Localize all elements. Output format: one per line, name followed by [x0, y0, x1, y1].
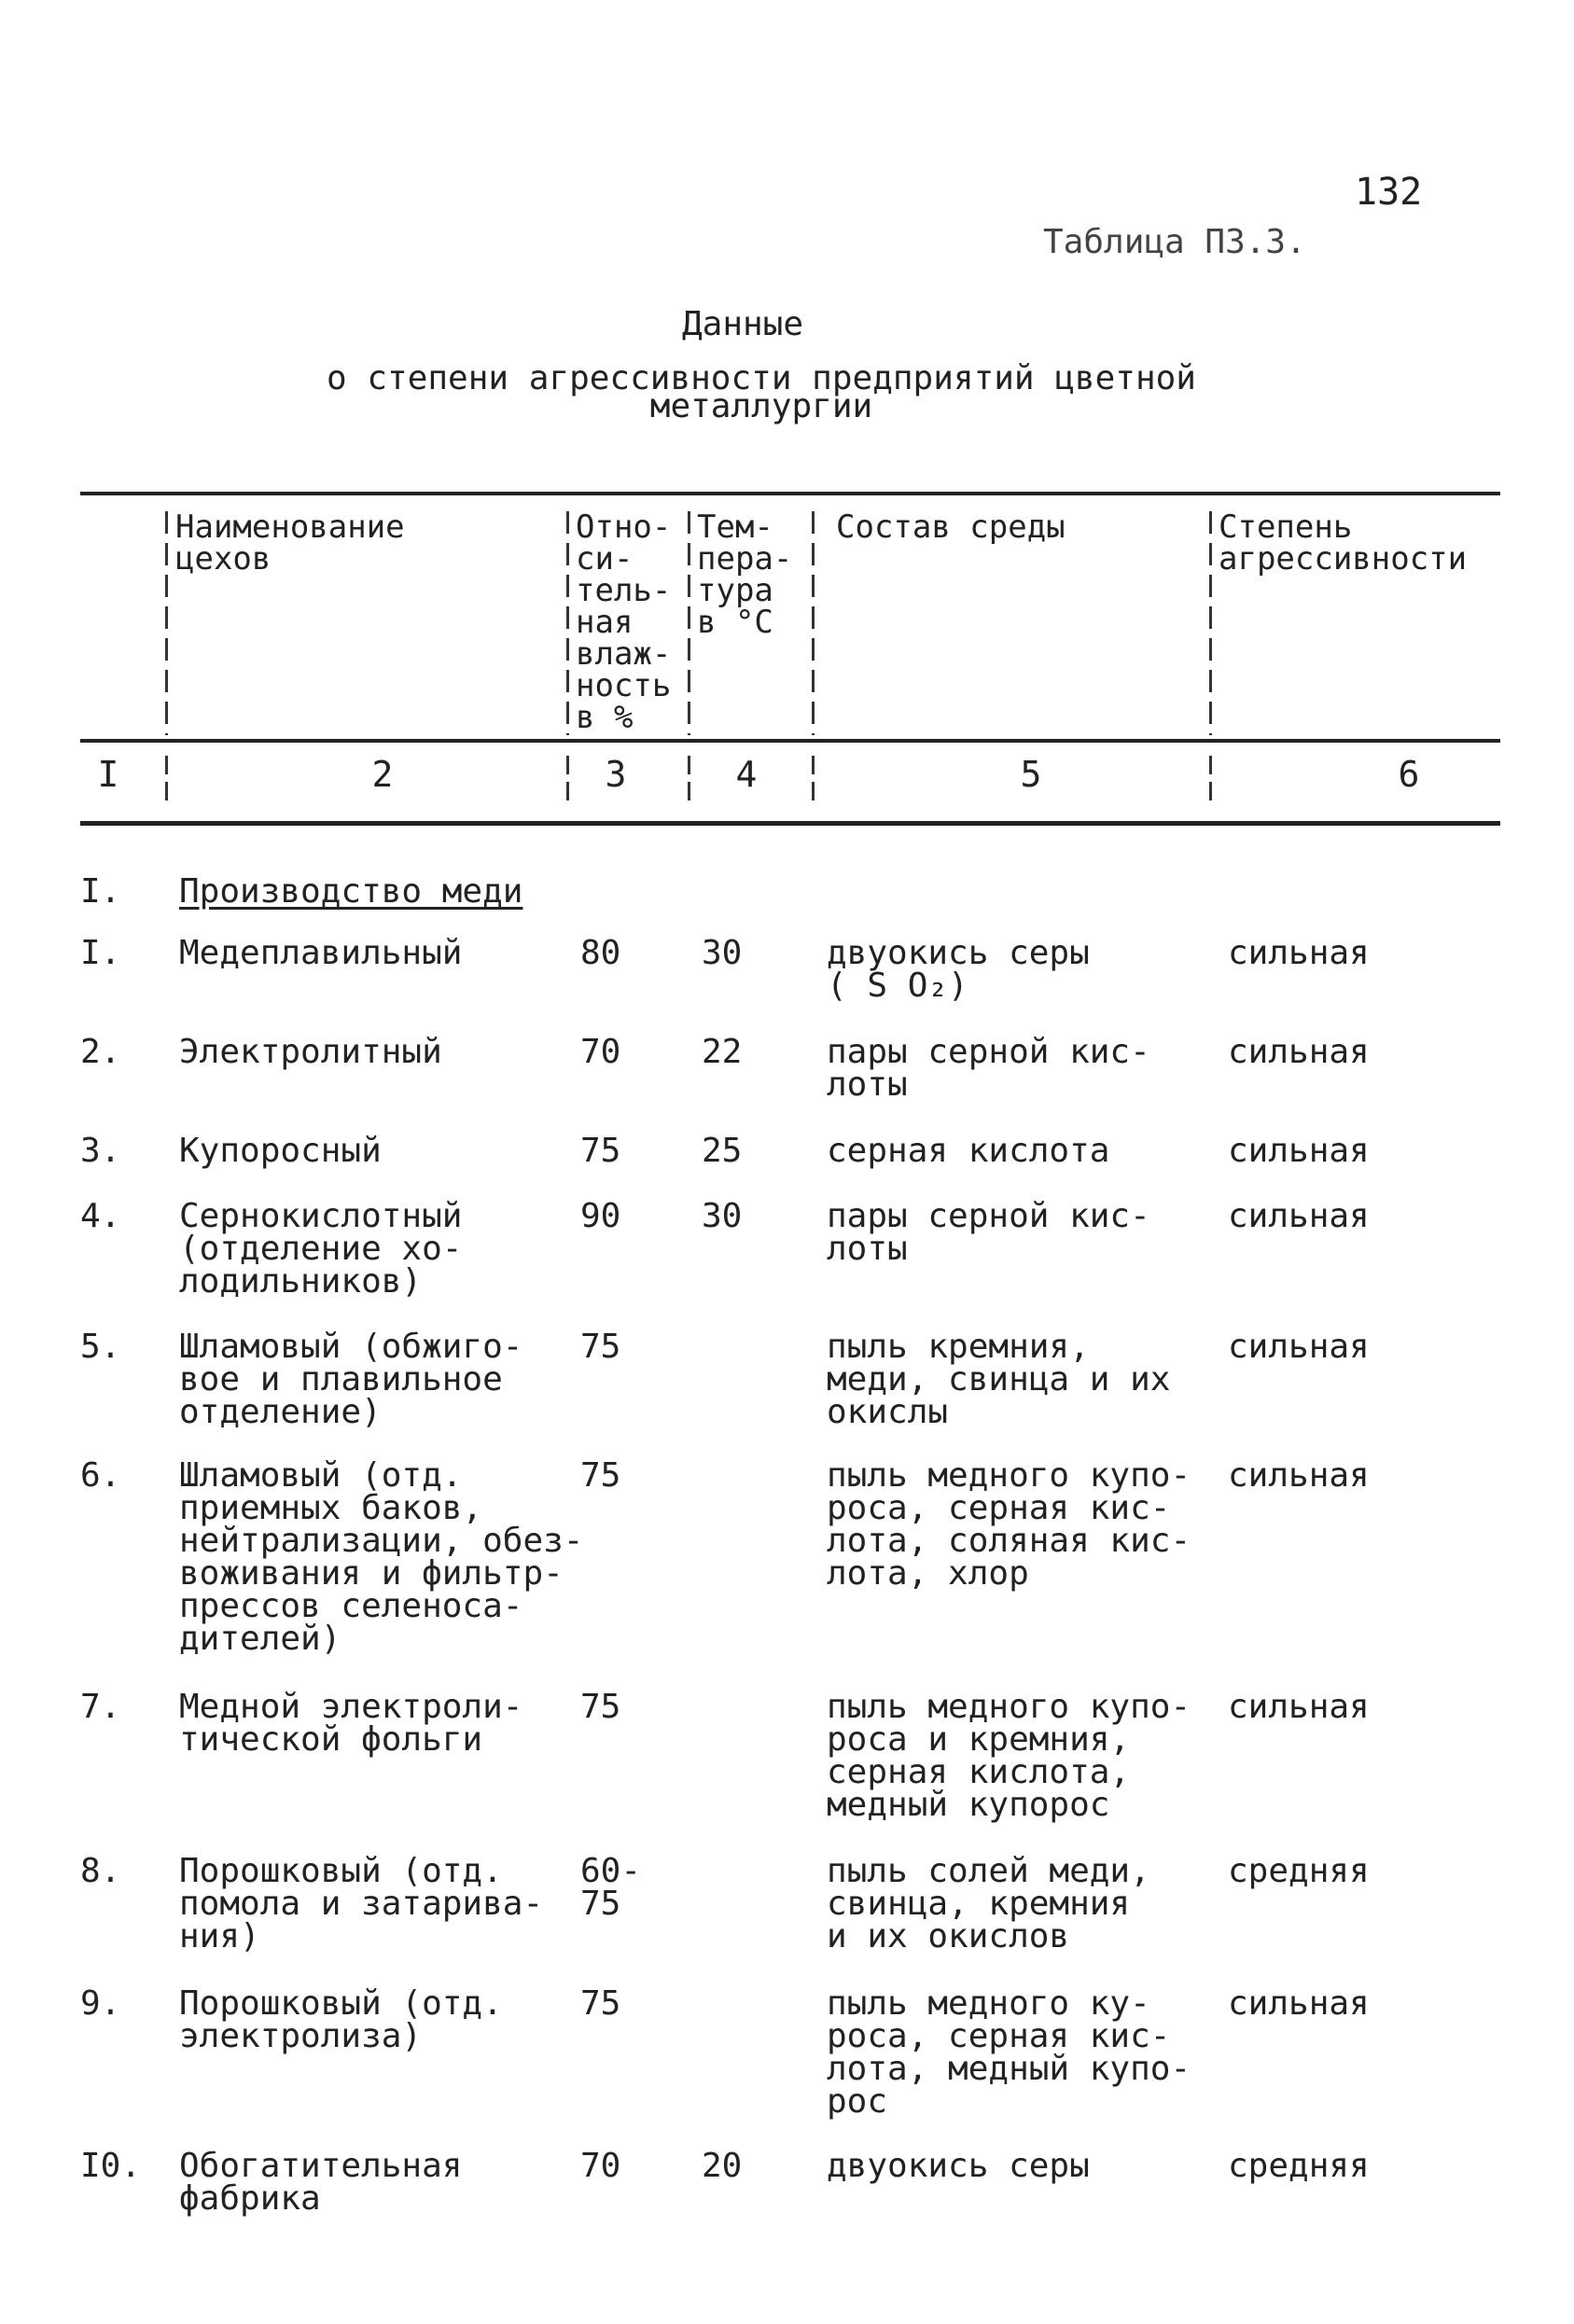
title-line-3: металлургии [649, 387, 873, 425]
row-number: 6. [80, 1456, 121, 1495]
header-name: Наименование цехов [175, 508, 405, 578]
row-humidity: 70 [580, 2147, 621, 2185]
row-name: Сернокислотный (отделение хо- лодильников) [179, 1197, 463, 1301]
row-degree: средняя [1228, 2147, 1370, 2185]
column-separator [1209, 756, 1212, 804]
row-name: Порошковый (отд. электролиза) [179, 1984, 503, 2055]
column-number: 5 [1020, 754, 1042, 795]
row-medium: пыль медного купо- роса, серная кис- лота, соляная кис- лота, хлор [827, 1456, 1191, 1593]
row-humidity: 75 [580, 1688, 621, 1726]
row-humidity: 75 [580, 1132, 621, 1170]
row-humidity: 75 [580, 1328, 621, 1366]
row-name: Медеплавильный [179, 934, 463, 972]
row-degree: сильная [1228, 1033, 1370, 1071]
column-separator [688, 511, 690, 735]
row-name: Обогатительная фабрика [179, 2147, 463, 2218]
row-temperature: 30 [702, 1197, 743, 1235]
header-medium: Состав среды [836, 508, 1066, 546]
row-degree: сильная [1228, 1688, 1370, 1726]
column-number: 6 [1398, 754, 1420, 795]
title-line-2: о степени агрессивности предприятий цветной [327, 359, 1196, 397]
column-separator [812, 756, 815, 804]
row-name: Порошковый (отд. помола и затарива- ния) [179, 1852, 544, 1955]
row-humidity: 75 [580, 1984, 621, 2023]
row-degree: сильная [1228, 1984, 1370, 2023]
header-degree: Степень агрессивности [1219, 508, 1468, 578]
column-separator [566, 511, 569, 735]
row-name: Шламовый (обжиго- вое и плавильное отделение) [179, 1328, 523, 1431]
header-top-rule [80, 492, 1500, 495]
row-number: I0. [80, 2147, 142, 2185]
row-number: 9. [80, 1984, 121, 2023]
row-humidity: 90 [580, 1197, 621, 1235]
row-degree: сильная [1228, 1132, 1370, 1170]
row-medium: пыль кремния, меди, свинца и их окислы [827, 1328, 1171, 1431]
row-name: Шламовый (отд. приемных баков, нейтрализации, обез- воживания и фильтр- прессов селеноса- дителей) [179, 1456, 584, 1658]
row-medium: пары серной кис- лоты [827, 1197, 1150, 1268]
column-separator [688, 756, 690, 804]
title-line-1: Данные [681, 305, 804, 343]
row-number: I. [80, 934, 121, 972]
row-temperature: 22 [702, 1033, 743, 1071]
column-number: 3 [605, 754, 627, 795]
row-number: 7. [80, 1688, 121, 1726]
row-humidity: 75 [580, 1456, 621, 1495]
row-degree: средняя [1228, 1852, 1370, 1890]
row-number: 3. [80, 1132, 121, 1170]
row-medium: пыль медного купо- роса и кремния, серная кислота, медный купорос [827, 1688, 1191, 1824]
row-humidity: 80 [580, 934, 621, 972]
row-medium: пыль медного ку- роса, серная кис- лота, медный купо- рос [827, 1984, 1191, 2121]
row-temperature: 25 [702, 1132, 743, 1170]
row-humidity: 70 [580, 1033, 621, 1071]
row-medium: серная кислота [827, 1132, 1110, 1170]
header-mid-rule [80, 739, 1500, 743]
column-number: 2 [371, 754, 394, 795]
header-humidity: Отно- си- тель- ная влаж- ность в % [576, 508, 672, 736]
row-temperature: 30 [702, 934, 743, 972]
page-number: 132 [1355, 171, 1423, 214]
column-separator [165, 756, 168, 804]
column-separator [1209, 511, 1212, 735]
row-medium: пары серной кис- лоты [827, 1033, 1150, 1104]
row-name: Купоросный [179, 1132, 382, 1170]
row-number: 2. [80, 1033, 121, 1071]
row-number: 5. [80, 1328, 121, 1366]
row-number: 4. [80, 1197, 121, 1235]
section-title: Производство меди [179, 872, 523, 911]
row-medium: пыль солей меди, свинца, кремния и их окислов [827, 1852, 1150, 1955]
row-degree: сильная [1228, 1197, 1370, 1235]
column-number: I [97, 754, 119, 795]
row-name: Медной электроли- тической фольги [179, 1688, 523, 1759]
table-title [80, 305, 1442, 425]
row-degree: сильная [1228, 1456, 1370, 1495]
table-label: Таблица П3.3. [1043, 223, 1306, 261]
row-degree: сильная [1228, 934, 1370, 972]
row-temperature: 20 [702, 2147, 743, 2185]
column-number: 4 [735, 754, 758, 795]
header-temperature: Тем- пера- тура в °С [697, 508, 793, 641]
row-humidity: 60- 75 [580, 1852, 642, 1923]
row-medium: двуокись серы ( S O₂) [827, 934, 1090, 1005]
header-bottom-rule [80, 821, 1500, 826]
row-medium: двуокись серы [827, 2147, 1090, 2185]
row-degree: сильная [1228, 1328, 1370, 1366]
column-separator [165, 511, 168, 735]
section-number: I. [80, 872, 121, 911]
column-separator [566, 756, 569, 804]
column-separator [812, 511, 815, 735]
row-number: 8. [80, 1852, 121, 1890]
row-name: Электролитный [179, 1033, 442, 1071]
